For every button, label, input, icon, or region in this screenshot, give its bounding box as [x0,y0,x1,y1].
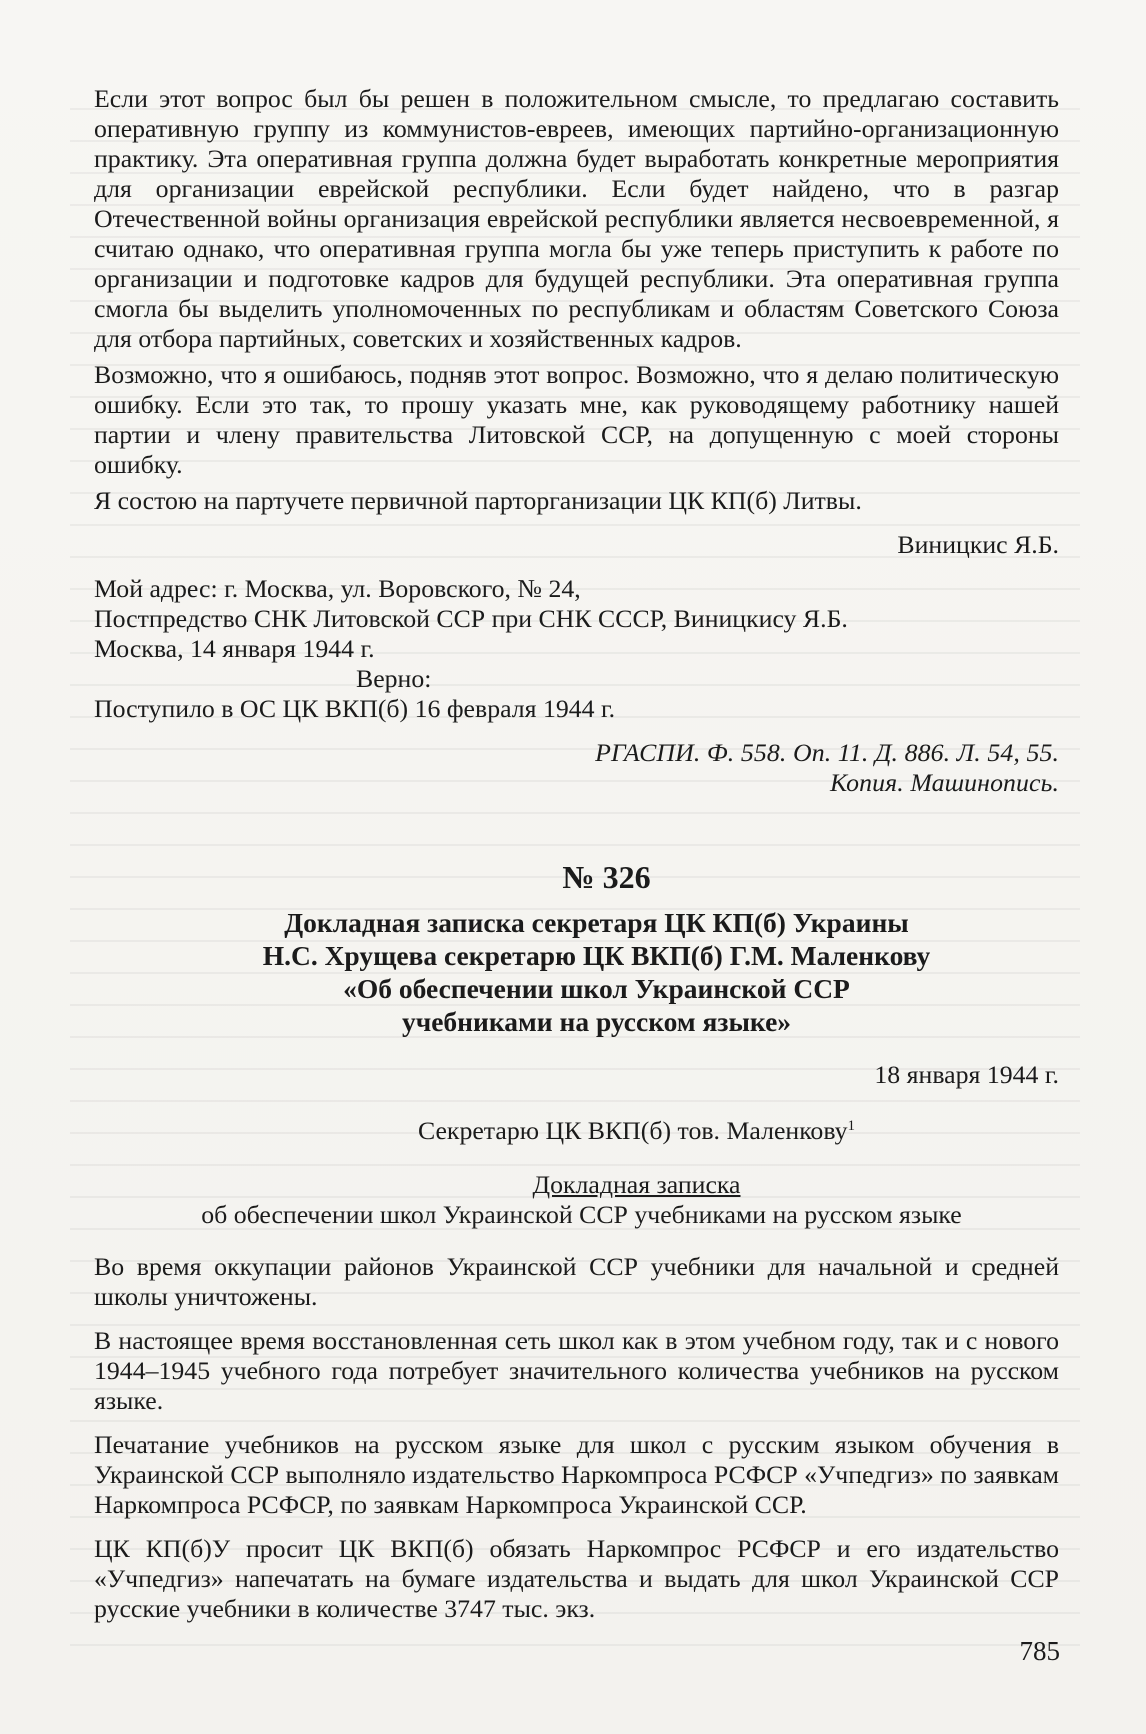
address-line: Мой адрес: г. Москва, ул. Воровского, № 24, [94,574,581,603]
paragraph: Печатание учебников на русском языке для школ с русским языком обучения в Украинской ССР выполняло издательство Наркомпроса РСФСР «Учпедгиз» по заявкам Наркомпроса РСФСР, по заявкам Наркомпроса Украинской ССР. [94,1430,1059,1519]
verno-label: Верно: [356,664,432,693]
address-line: Москва, 14 января 1944 г. [94,634,375,663]
paragraph: Возможно, что я ошибаюсь, подняв этот вопрос. Возможно, что я делаю политическую ошибку. Если это так, то прошу указать мне, как руководящему работнику нашей партии и члену правительства Литовской ССР, на допущенную с моей стороны ошибку. [94,360,1059,479]
paragraph: Я состою на партучете первичной парторганизации ЦК КП(б) Литвы. [94,486,862,515]
page-number: 785 [1019,1636,1060,1666]
title-line: учебниками на русском языке» [401,1006,792,1037]
title-line: Н.С. Хрущева секретарю ЦК ВКП(б) Г.М. Маленкову [262,940,931,971]
document-number: № 326 [562,859,651,895]
document-title [94,906,1059,1038]
footnote-mark: 1 [847,1118,856,1134]
title-line: Докладная записка секретаря ЦК КП(б) Украины [284,907,909,938]
signature: Виницкис Я.Б. [897,530,1059,559]
paragraph: Если этот вопрос был бы решен в положительном смысле, то предлагаю составить оперативную группу из коммунистов-евреев, имеющих партийно-организационную практику. Эта оперативная группа должна будет выработать конкретные мероприятия для организации еврейской республики. Если будет найдено, что в разгар Отечественной войны организация еврейской республики является несвоевременной, я считаю однако, что оперативная группа могла бы уже теперь приступить к работе по организации и подготовке кадров для будущей республики. Эта оперативная группа смогла бы выделить уполномоченных по республикам и областям Советского Союза для отбора партийных, советских и хозяйственных кадров. [94,84,1059,353]
address-line: Постпредство СНК Литовской ССР при СНК СССР, Виницкису Я.Б. [94,604,848,633]
addressee [94,1116,1059,1146]
received-date: Поступило в ОС ЦК ВКП(б) 16 февраля 1944 г. [94,694,616,723]
page-content [94,84,1059,1624]
sender-address [94,574,1059,664]
paragraph: ЦК КП(б)У просит ЦК ВКП(б) обязать Наркомпрос РСФСР и его издательство «Учпедгиз» напечатать на бумаге издательства и выдать для школ Украинской ССР русские учебники в количестве 3747 тыс. экз. [94,1534,1059,1623]
note-subtitle: об обеспечении школ Украинской ССР учебниками на русском языке [201,1200,962,1229]
document-date: 18 января 1944 г. [874,1060,1059,1089]
addressee-text: Секретарю ЦК ВКП(б) тов. Маленкову [417,1116,848,1145]
archive-source: РГАСПИ. Ф. 558. Оп. 11. Д. 886. Л. 54, 55. [595,738,1059,767]
note-heading: Докладная записка [532,1170,741,1199]
copy-note: Копия. Машинопись. [829,768,1059,797]
title-line: «Об обеспечении школ Украинской ССР [343,973,850,1004]
paragraph: В настоящее время восстановленная сеть школ как в этом учебном году, так и с нового 1944–1945 учебного года потребует значительного количества учебников на русском языке. [94,1326,1059,1415]
paragraph: Во время оккупации районов Украинской ССР учебники для начальной и средней школы уничтожены. [94,1252,1059,1311]
